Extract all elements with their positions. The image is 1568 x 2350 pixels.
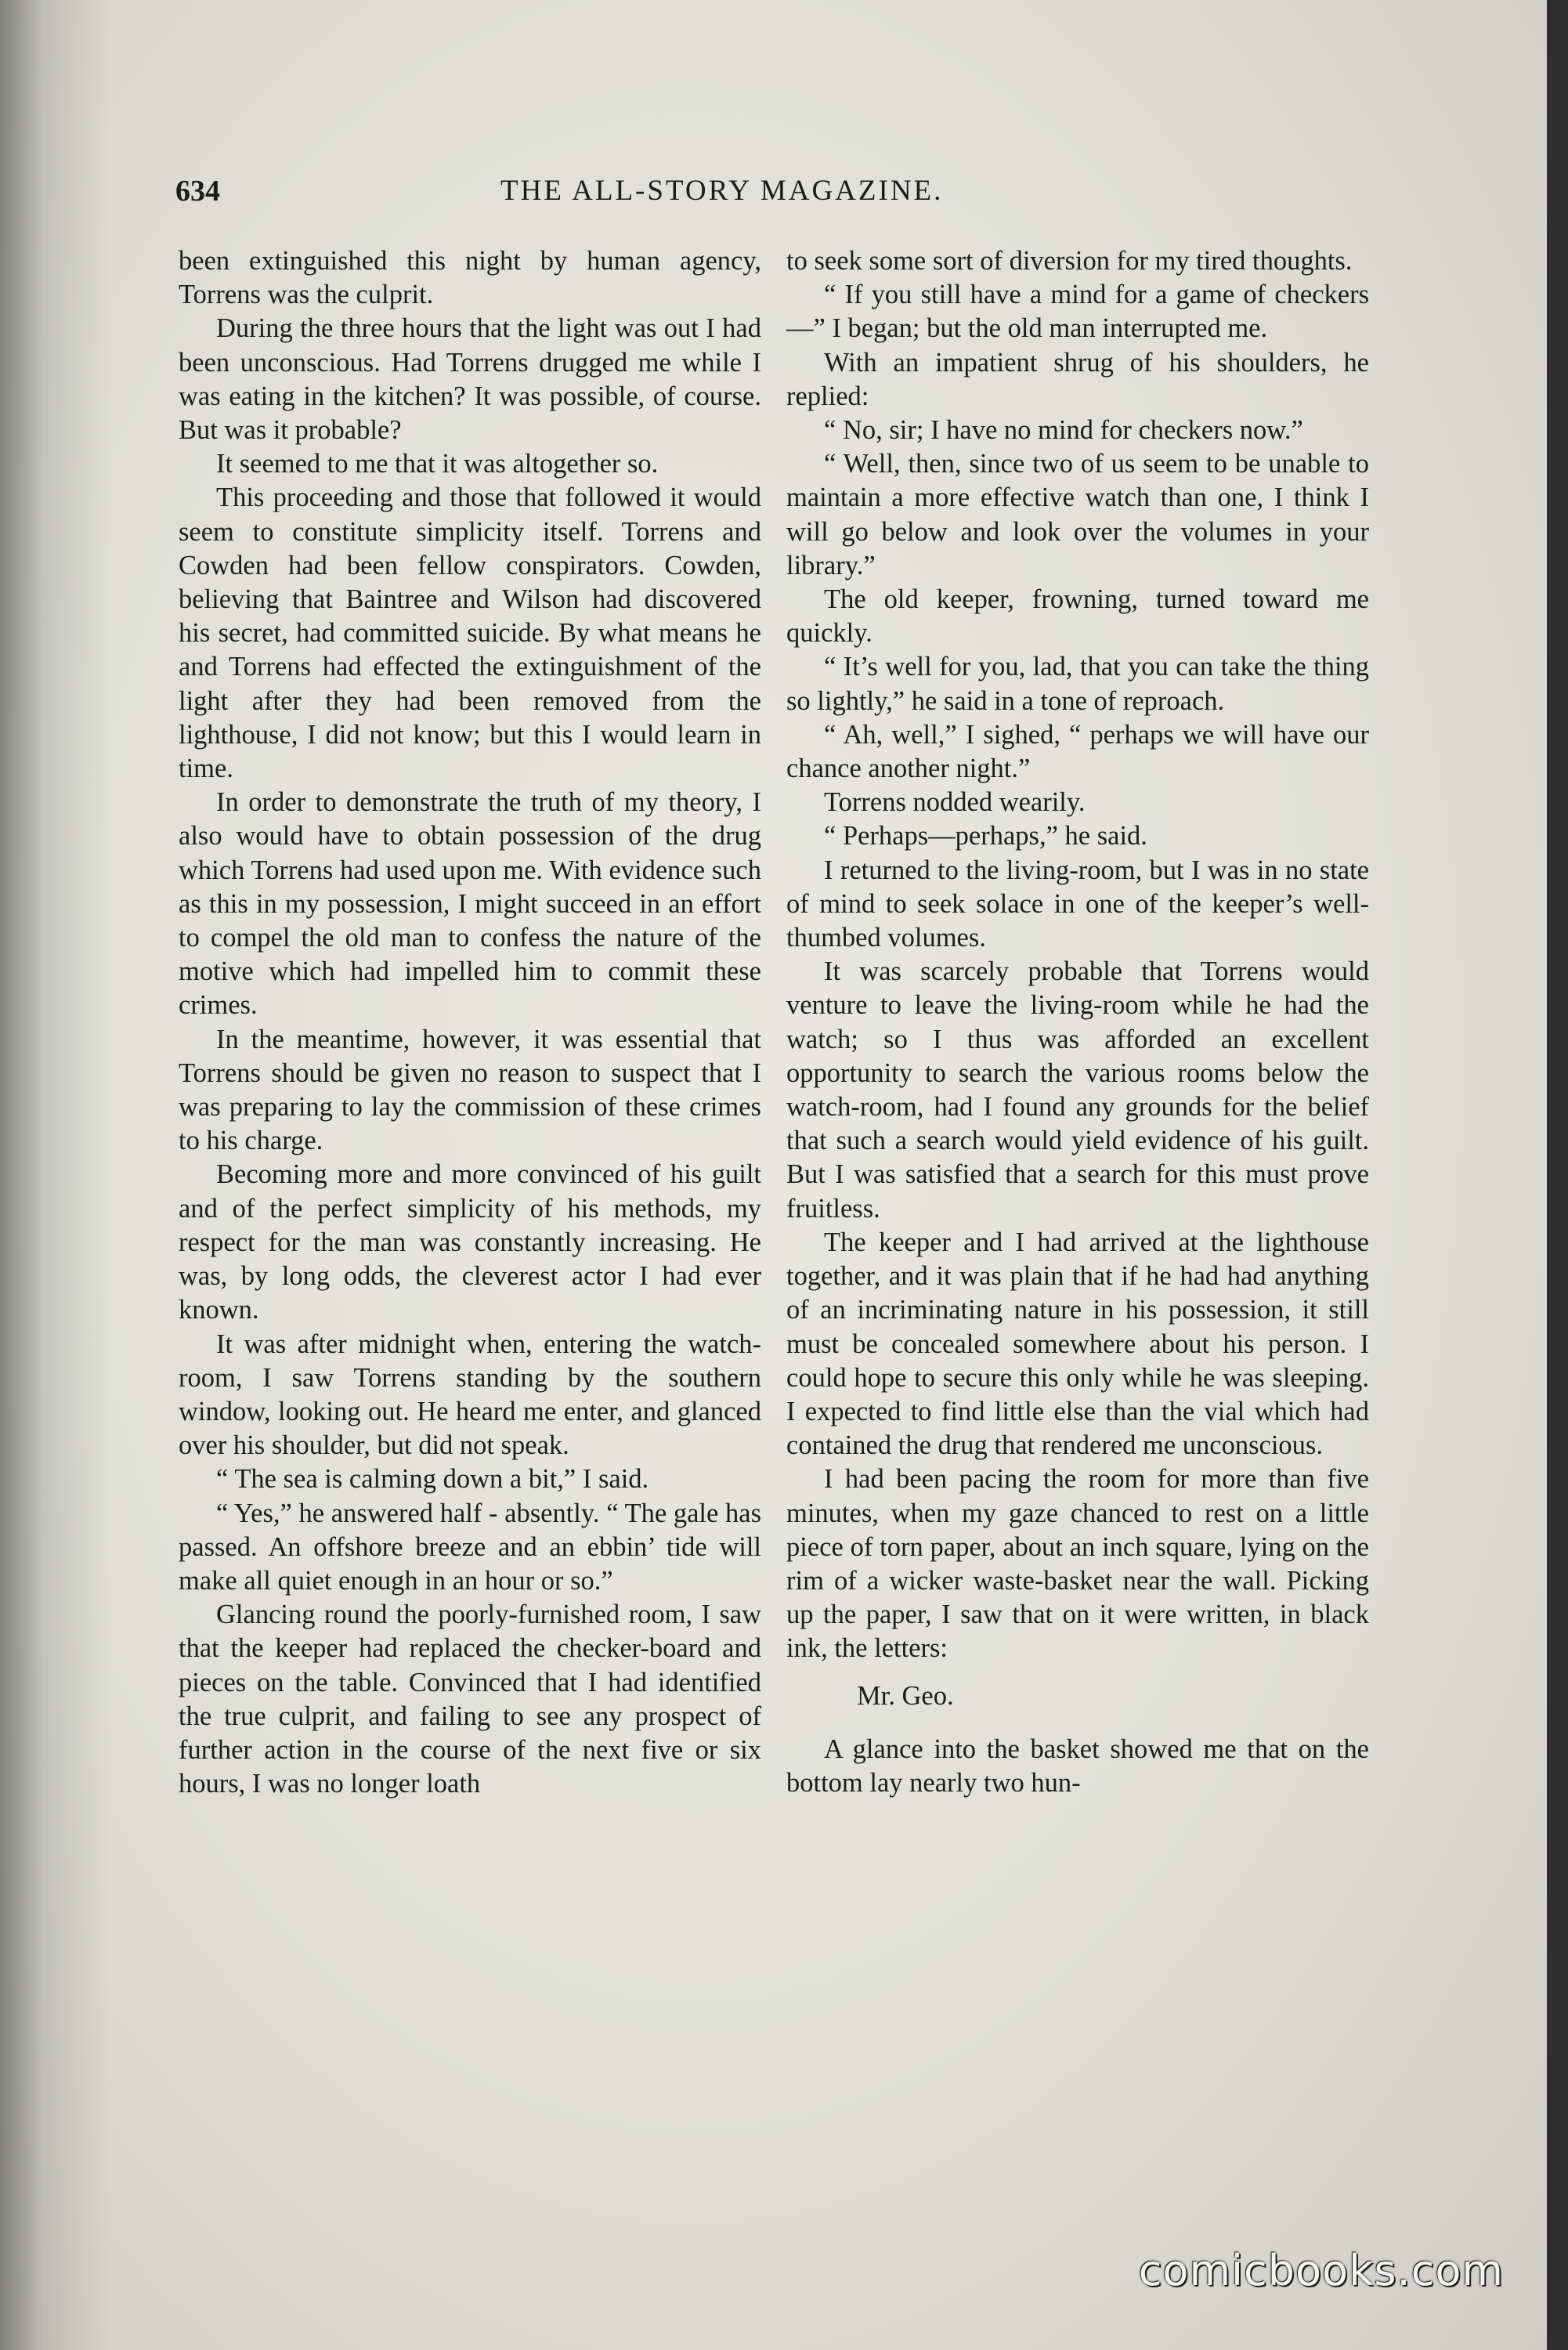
paragraph: With an impatient shrug of his shoulders, he replied: bbox=[786, 347, 1369, 411]
paragraph: A glance into the basket showed me that on the bottom lay nearly two hun- bbox=[786, 1734, 1369, 1798]
paragraph: to seek some sort of diversion for my tired thoughts. bbox=[786, 246, 1353, 276]
paragraph: It was after midnight when, entering the watch-room, I saw Torrens standing by the southern window, looking out. He heard me enter, and glanced over his shoulder, but did not speak. bbox=[179, 1329, 761, 1461]
paragraph: “ Well, then, since two of us seem to be unable to maintain a more effective watch than one, I think I will go below and look over the volumes in your library.” bbox=[786, 449, 1369, 580]
paragraph: It seemed to me that it was altogether so. bbox=[216, 449, 659, 479]
paragraph: “ It’s well for you, lad, that you can take the thing so lightly,” he said in a tone of reproach. bbox=[786, 652, 1369, 716]
paragraph: In order to demonstrate the truth of my theory, I also would have to obtain possession of the drug which Torrens had used upon me. With evidence such as this in my possession, I might succeed in an effort to compel the old man to confess the nature of the motive which had impelled him to commit these crimes. bbox=[179, 787, 761, 1021]
watermark-logo: comicbooks.com bbox=[1138, 2246, 1504, 2295]
page-number: 634 bbox=[175, 175, 220, 208]
paragraph: “ Perhaps—perhaps,” he said. bbox=[824, 821, 1147, 851]
paragraph: It was scarcely probable that Torrens would venture to leave the living-room while he had the watch; so I thus was afforded an excellent opportunity to search the various rooms below the watch-room, had I found any grounds for the belief that such a search would yield evidence of his guilt. But I was satisfied that a search for this must prove fruitless. bbox=[786, 956, 1369, 1224]
paragraph: In the meantime, however, it was essential that Torrens should be given no reason to suspect that I was preparing to lay the commission of these crimes to his charge. bbox=[179, 1024, 761, 1156]
paragraph: been extinguished this night by human agency, Torrens was the culprit. bbox=[179, 246, 761, 310]
running-head bbox=[175, 174, 1053, 221]
paragraph: The old keeper, frowning, turned toward me quickly. bbox=[786, 584, 1369, 649]
paper-note-text: Mr. Geo. bbox=[857, 1680, 954, 1711]
paragraph: “ Yes,” he answered half - absently. “ The gale has passed. An offshore breeze and an ebbin’ tide will make all quiet enough in an hour or so.” bbox=[179, 1498, 761, 1596]
paragraph: This proceeding and those that followed it would seem to constitute simplicity itself. Torrens and Cowden had been fellow conspirators. Cowden, believing that Baintree and Wilson had discovered his secret, had committed suicide. By what means he and Torrens had effected the extinguishment of the light after they had been removed from the lighthouse, I did not know; but this I would learn in time. bbox=[179, 483, 761, 784]
paragraph: I had been pacing the room for more than five minutes, when my gaze chanced to rest on a little piece of torn paper, about an inch square, lying on the rim of a wicker waste-basket near the wall. Picking up the paper, I saw that on it were written, in black ink, the letters: bbox=[786, 1464, 1369, 1664]
paragraph: Torrens nodded wearily. bbox=[824, 787, 1086, 818]
paragraph: “ No, sir; I have no mind for checkers now.” bbox=[824, 415, 1303, 446]
paragraph: “ The sea is calming down a bit,” I said. bbox=[216, 1464, 649, 1495]
magazine-title: THE ALL-STORY MAGAZINE. bbox=[500, 175, 944, 207]
paragraph: During the three hours that the light was out I had been unconscious. Had Torrens drugged me while I was eating in the kitchen? It was possible, of course. But was it probable? bbox=[179, 313, 761, 446]
paragraph: Becoming more and more convinced of his guilt and of the perfect simplicity of his methods, my respect for the man was constantly increasing. He was, by long odds, the cleverest actor I had ever known. bbox=[179, 1159, 761, 1325]
paragraph: “ Ah, well,” I sighed, “ perhaps we will have our chance another night.” bbox=[786, 719, 1369, 784]
paragraph: Glancing round the poorly-furnished room, I saw that the keeper had replaced the checker-board and pieces on the table. Convinced that I had identified the true culprit, and failing to see any prospect of further action in the course of the next five or six hours, I was no longer loath bbox=[179, 1600, 761, 1799]
paragraph: I returned to the living-room, but I was in no state of mind to seek solace in one of the keeper’s well-thumbed volumes. bbox=[786, 855, 1369, 953]
paragraph: The keeper and I had arrived at the lighthouse together, and it was plain that if he had had anything of an incriminating nature in his possession, it still must be concealed somewhere about his person. I could hope to secure this only while he was sleeping. I expected to find little else than the vial which had contained the drug that rendered me unconscious. bbox=[786, 1227, 1369, 1461]
paragraph: “ If you still have a mind for a game of checkers—” I began; but the old man interrupted me. bbox=[786, 280, 1369, 344]
right-column bbox=[786, 244, 1369, 1800]
left-column bbox=[179, 244, 761, 1801]
